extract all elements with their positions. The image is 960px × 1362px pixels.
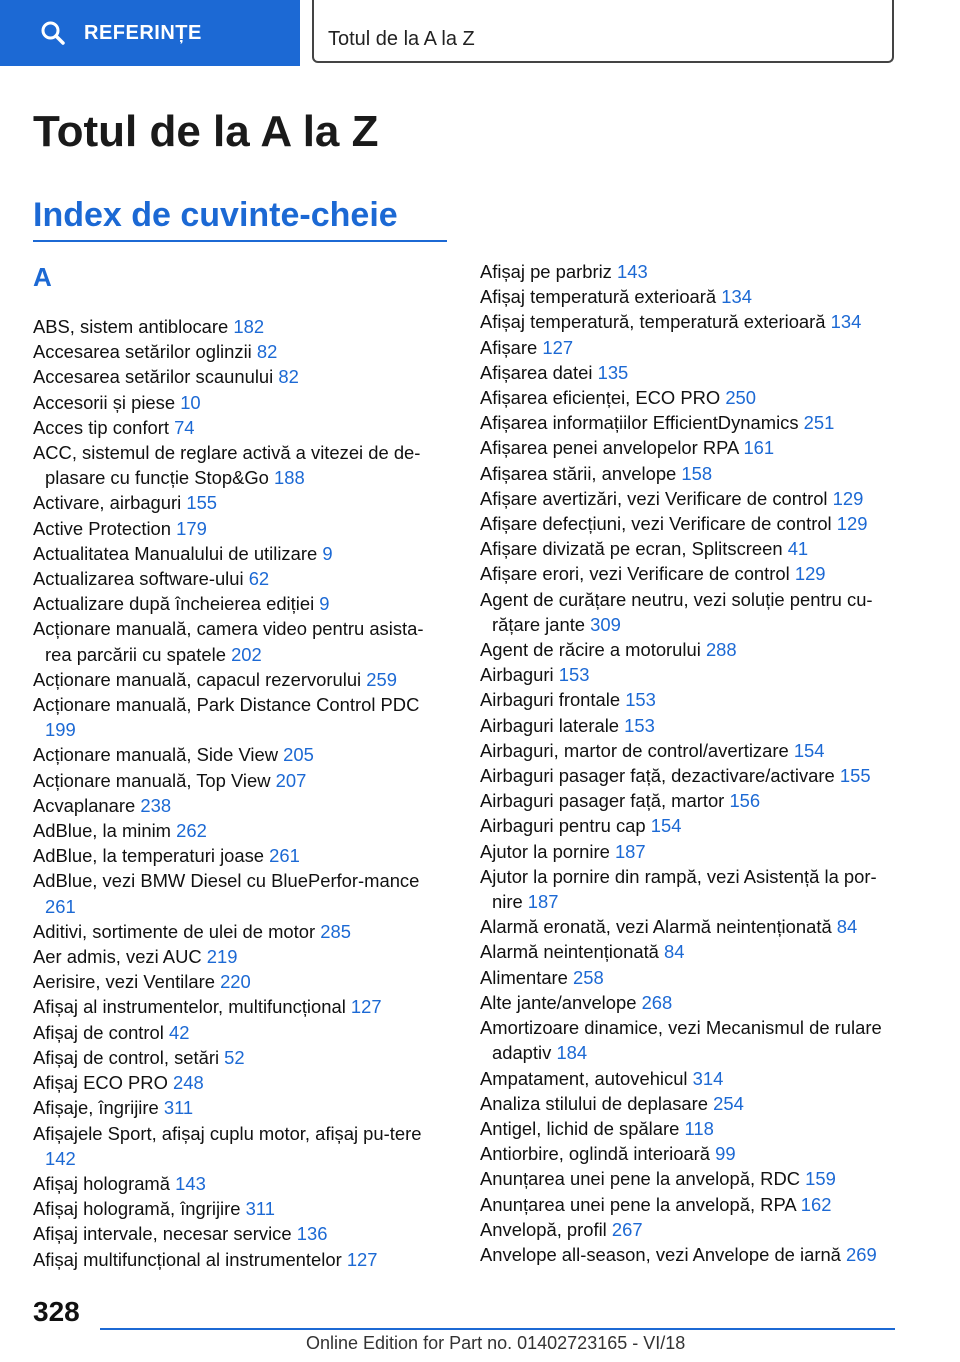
page-reference-link[interactable]: 10 <box>180 391 201 413</box>
page-reference-link[interactable]: 187 <box>527 891 559 913</box>
index-entry-term: Afișarea informațiilor EfficientDynamics <box>480 412 799 434</box>
page-reference-link[interactable]: 261 <box>45 895 76 917</box>
page-reference-link[interactable]: 142 <box>45 1147 76 1169</box>
index-entry <box>480 587 900 637</box>
index-entry <box>33 440 443 490</box>
index-entry-term: Alte jante/anvelope <box>480 991 637 1013</box>
page-reference-link[interactable]: 82 <box>256 341 278 363</box>
index-entry <box>33 667 443 692</box>
index-entry <box>33 1095 443 1120</box>
page-reference-link[interactable]: 9 <box>319 593 330 615</box>
footer-divider <box>100 1328 895 1330</box>
page-reference-link[interactable]: 261 <box>269 845 300 867</box>
index-entry-term: Acționare manuală, Side View <box>33 744 279 766</box>
index-entry <box>480 637 900 662</box>
page-reference-link[interactable]: 155 <box>186 492 218 514</box>
index-entry <box>33 516 443 541</box>
page-reference-link[interactable]: 254 <box>713 1092 744 1114</box>
index-entry-term: Acces tip confort <box>33 416 169 438</box>
page-reference-link[interactable]: 74 <box>174 416 195 438</box>
page-reference-link[interactable]: 118 <box>684 1117 714 1139</box>
page-reference-link[interactable]: 129 <box>832 487 864 509</box>
index-entry <box>33 793 443 818</box>
index-entry-term: Afișajele Sport, afișaj cuplu motor, afișaj pu‐tere <box>33 1122 422 1144</box>
index-entry <box>33 1221 443 1246</box>
index-entry-term: Actualizare după încheierea ediției <box>33 593 315 615</box>
page-reference-link[interactable]: 285 <box>320 920 351 942</box>
index-entry-term: Antiorbire, oglindă interioară <box>480 1143 711 1165</box>
page-reference-link[interactable]: 311 <box>245 1198 275 1220</box>
index-letter: A <box>33 262 52 292</box>
index-entry <box>480 839 900 864</box>
page-reference-link[interactable]: 311 <box>163 1097 194 1119</box>
index-entry <box>33 1070 443 1095</box>
index-entry <box>33 1020 443 1045</box>
index-entry <box>480 939 900 964</box>
index-entry-term: Actualitatea Manualului de utilizare <box>33 542 318 564</box>
index-entry <box>33 415 443 440</box>
index-entry <box>33 742 443 767</box>
page-reference-link[interactable]: 158 <box>681 462 713 484</box>
index-entry <box>33 364 443 389</box>
index-entry <box>33 566 443 591</box>
index-entry <box>33 1121 443 1171</box>
index-entry <box>480 713 900 738</box>
index-entry-term: Afișaj ECO PRO <box>33 1072 168 1094</box>
page-reference-link[interactable]: 259 <box>366 668 397 690</box>
index-entry-term: Acționare manuală, capacul rezervorului <box>33 668 362 690</box>
index-column-right <box>480 259 900 1267</box>
page-reference-link[interactable]: 179 <box>176 517 207 539</box>
section-divider <box>33 240 447 242</box>
page-reference-link[interactable]: 202 <box>231 643 262 665</box>
index-entry <box>33 490 443 515</box>
index-entry <box>480 763 900 788</box>
index-entry <box>480 461 900 486</box>
index-entry-term: AdBlue, vezi BMW Diesel cu BluePerfor‐mance <box>33 870 420 892</box>
index-entry-term: Aditivi, sortimente de ulei de motor <box>33 920 316 942</box>
index-entry-term: Ajutor la pornire din rampă, vezi Asistență la por‐nire <box>480 865 877 913</box>
index-entry <box>33 390 443 415</box>
page-reference-link[interactable]: 162 <box>800 1193 832 1215</box>
index-entry <box>33 541 443 566</box>
index-entry <box>480 1217 900 1242</box>
page-reference-link[interactable]: 129 <box>794 563 826 585</box>
index-entry <box>33 994 443 1019</box>
index-entry <box>480 360 900 385</box>
page-reference-link[interactable]: 153 <box>558 664 590 686</box>
index-entry <box>33 969 443 994</box>
index-entry <box>480 788 900 813</box>
index-entry <box>33 768 443 793</box>
edition-text: Online Edition for Part no. 01402723165 - VI/18 <box>306 1333 686 1353</box>
section-title: Index de cuvinte-cheie <box>33 196 398 234</box>
page-reference-link[interactable]: 199 <box>45 719 76 741</box>
references-tab-label: REFERINȚE <box>84 21 202 44</box>
index-entry-term: ACC, sistemul de reglare activă a vitezei de de‐plasare cu funcție Stop&Go <box>33 442 421 489</box>
page-reference-link[interactable]: 154 <box>793 739 825 761</box>
index-entry-term: Afișaj pe parbriz <box>480 261 612 282</box>
index-entry <box>480 813 900 838</box>
index-entry-term: Airbaguri pasager față, martor <box>480 790 725 812</box>
index-entry <box>480 1091 900 1116</box>
index-entry <box>480 990 900 1015</box>
page-reference-link[interactable]: 309 <box>590 613 621 635</box>
index-entry <box>33 868 443 918</box>
index-entry-term: Afișare divizată pe ecran, Splitscreen <box>480 538 783 560</box>
page-reference-link[interactable]: 258 <box>573 966 604 988</box>
index-entry <box>480 1192 900 1217</box>
index-entry-term: Ajutor la pornire <box>480 840 610 862</box>
index-entry-term: Anunțarea unei pene la anvelopă, RDC <box>480 1168 801 1190</box>
page-reference-link[interactable]: 314 <box>692 1067 724 1089</box>
index-entry-term: Afișaj temperatură exterioară <box>480 286 717 308</box>
page-reference-link[interactable]: 134 <box>830 311 862 333</box>
index-entry-term: Analiza stilului de deplasare <box>480 1092 708 1114</box>
index-entry-term: AdBlue, la minim <box>33 820 171 842</box>
page-reference-link[interactable]: 205 <box>283 744 314 766</box>
index-entry-term: Afișaj de control, setări <box>33 1046 220 1068</box>
page-reference-link[interactable]: 188 <box>274 467 305 489</box>
index-entry-term: Accesarea setărilor scaunului <box>33 366 274 388</box>
index-entry <box>480 385 900 410</box>
index-entry-term: Afișarea stării, anvelope <box>480 462 677 484</box>
index-entry <box>480 511 900 536</box>
index-entry-term: Aerisire, vezi Ventilare <box>33 971 215 993</box>
page-reference-link[interactable]: 84 <box>664 941 685 963</box>
index-entry-term: Afișaj hologramă <box>33 1172 170 1194</box>
index-column-left <box>33 314 443 1272</box>
index-entry <box>33 616 443 666</box>
page-reference-link[interactable]: 238 <box>140 794 172 816</box>
page-reference-link[interactable]: 134 <box>721 286 752 308</box>
page-reference-link[interactable]: 187 <box>614 840 646 862</box>
index-entry-term: Airbaguri, martor de control/avertizare <box>480 739 789 761</box>
index-entry <box>480 410 900 435</box>
index-entry-term: Afișaj temperatură, temperatură exterioară <box>480 311 826 333</box>
page-reference-link[interactable]: 52 <box>224 1046 245 1068</box>
index-entry-term: Activare, airbaguri <box>33 492 182 514</box>
page-reference-link[interactable]: 268 <box>641 991 673 1013</box>
index-entry-term: Afișaj multifuncțional al instrumentelor <box>33 1248 342 1270</box>
index-entry-term: Acvaplanare <box>33 794 136 816</box>
index-entry-term: Acționare manuală, Top View <box>33 769 271 791</box>
index-entry-term: Accesarea setărilor oglinzii <box>33 341 252 363</box>
page-reference-link[interactable]: 127 <box>350 996 382 1018</box>
index-entry-term: Agent de răcire a motorului <box>480 639 701 661</box>
index-entry-term: Actualizarea software-ului <box>33 568 244 590</box>
index-entry <box>480 536 900 561</box>
index-entry-term: Afișarea eficienței, ECO PRO <box>480 387 721 409</box>
index-entry <box>480 1015 900 1065</box>
index-entry-term: Anvelope all-season, vezi Anvelope de iarnă <box>480 1243 841 1265</box>
index-entry-term: Afișaj intervale, necesar service <box>33 1223 292 1245</box>
index-entry <box>480 335 900 360</box>
index-entry-term: Afișaj al instrumentelor, multifuncțional <box>33 996 346 1018</box>
index-entry-term: AdBlue, la temperaturi joase <box>33 845 265 867</box>
page-reference-link[interactable]: 182 <box>233 316 265 337</box>
index-entry-term: Anunțarea unei pene la anvelopă, RPA <box>480 1193 796 1215</box>
page-reference-link[interactable]: 129 <box>836 513 868 535</box>
index-entry <box>480 284 900 309</box>
page-reference-link[interactable]: 161 <box>743 437 775 459</box>
index-entry-term: Airbaguri frontale <box>480 689 621 711</box>
page-reference-link[interactable]: 219 <box>206 946 238 968</box>
index-entry-term: Afișaj hologramă, îngrijire <box>33 1198 241 1220</box>
index-entry <box>480 309 900 334</box>
page-reference-link[interactable]: 262 <box>176 820 207 842</box>
index-entry-term: Airbaguri pasager față, dezactivare/activare <box>480 765 835 787</box>
index-entry <box>33 1171 443 1196</box>
page-reference-link[interactable]: 288 <box>705 639 737 661</box>
index-entry <box>33 314 443 339</box>
page-reference-link[interactable]: 154 <box>650 815 682 837</box>
index-entry <box>480 1141 900 1166</box>
index-entry-term: Airbaguri laterale <box>480 714 620 736</box>
index-entry-term: Alimentare <box>480 966 568 988</box>
index-entry-term: Alarmă neintenționată <box>480 941 659 963</box>
page-reference-link[interactable]: 207 <box>275 769 307 791</box>
index-entry <box>480 1066 900 1091</box>
index-entry <box>480 864 900 914</box>
index-entry <box>33 692 443 742</box>
index-entry <box>33 818 443 843</box>
index-entry-term: Afișarea penei anvelopelor RPA <box>480 437 739 459</box>
index-entry <box>480 1116 900 1141</box>
page-reference-link[interactable]: 220 <box>220 971 251 993</box>
page-reference-link[interactable]: 267 <box>611 1218 643 1240</box>
page-number: 328 <box>33 1296 80 1327</box>
page-reference-link[interactable]: 82 <box>278 366 299 388</box>
index-entry-term: Afișare avertizări, vezi Verificare de control <box>480 487 828 509</box>
page-title: Totul de la A la Z <box>33 107 379 156</box>
index-entry-term: ABS, sistem antiblocare <box>33 316 229 337</box>
page-reference-link[interactable]: 248 <box>173 1072 204 1094</box>
page-reference-link[interactable]: 127 <box>346 1248 378 1270</box>
index-entry-term: Afișare defecțiuni, vezi Verificare de control <box>480 513 832 535</box>
index-entry-term: Active Protection <box>33 517 171 539</box>
index-entry <box>33 1247 443 1272</box>
index-entry <box>480 435 900 460</box>
index-entry <box>480 486 900 511</box>
index-entry <box>33 944 443 969</box>
index-entry-term: Afișarea datei <box>480 361 593 383</box>
page-reference-link[interactable]: 155 <box>839 765 871 787</box>
index-entry <box>33 591 443 616</box>
index-entry <box>480 914 900 939</box>
page-reference-link[interactable]: 41 <box>787 538 809 560</box>
index-entry <box>33 1045 443 1070</box>
index-entry-term: Afișare erori, vezi Verificare de control <box>480 563 790 585</box>
page-reference-link[interactable]: 62 <box>248 568 270 590</box>
index-entry <box>480 687 900 712</box>
page-reference-link[interactable]: 143 <box>617 261 648 282</box>
index-entry-term: Afișaje, îngrijire <box>33 1097 159 1119</box>
index-entry-term: Amortizoare dinamice, vezi Mecanismul de rulare adaptiv <box>480 1017 882 1064</box>
page-reference-link[interactable]: 135 <box>597 361 629 383</box>
index-entry <box>480 738 900 763</box>
index-entry-term: Acționare manuală, Park Distance Control PDC <box>33 694 420 716</box>
index-entry <box>480 1166 900 1191</box>
index-entry-term: Airbaguri <box>480 664 554 686</box>
search-icon <box>40 20 66 46</box>
index-entry-term: Ampatament, autovehicul <box>480 1067 688 1089</box>
page-reference-link[interactable]: 250 <box>725 387 757 409</box>
index-entry-term: Airbaguri pentru cap <box>480 815 646 837</box>
index-entry-term: Acționare manuală, camera video pentru asista‐rea parcării cu spatele <box>33 618 424 665</box>
index-entry-term: Accesorii și piese <box>33 391 176 413</box>
index-entry <box>480 662 900 687</box>
section-path-box <box>312 0 894 63</box>
index-entry-term: Agent de curățare neutru, vezi soluție pentru cu‐rățare jante <box>480 588 873 635</box>
index-entry <box>33 1196 443 1221</box>
page-reference-link[interactable]: 99 <box>715 1143 736 1165</box>
index-entry <box>33 843 443 868</box>
index-entry-term: Alarmă eronată, vezi Alarmă neintenționată <box>480 916 832 938</box>
page-reference-link[interactable]: 127 <box>542 336 574 358</box>
section-path: Totul de la A la Z <box>328 28 475 50</box>
index-entry <box>480 259 900 284</box>
page-reference-link[interactable]: 153 <box>625 689 656 711</box>
index-entry-term: Afișaj de control <box>33 1021 164 1043</box>
page-reference-link[interactable]: 156 <box>729 790 761 812</box>
page-reference-link[interactable]: 136 <box>296 1223 328 1245</box>
index-entry-term: Aer admis, vezi AUC <box>33 946 202 968</box>
index-entry <box>33 919 443 944</box>
index-entry-term: Anvelopă, profil <box>480 1218 607 1240</box>
index-entry <box>33 339 443 364</box>
index-entry <box>480 561 900 586</box>
page-reference-link[interactable]: 84 <box>836 916 858 938</box>
page-reference-link[interactable]: 143 <box>175 1172 206 1194</box>
page-reference-link[interactable]: 42 <box>168 1021 190 1043</box>
index-entry <box>480 1242 900 1267</box>
page-reference-link[interactable]: 9 <box>322 542 333 564</box>
page-reference-link[interactable]: 153 <box>624 714 655 736</box>
page-reference-link[interactable]: 184 <box>556 1042 588 1064</box>
page-reference-link[interactable]: 159 <box>805 1168 836 1190</box>
index-entry-term: Antigel, lichid de spălare <box>480 1117 680 1139</box>
index-entry-term: Afișare <box>480 336 538 358</box>
index-entry <box>480 965 900 990</box>
page-reference-link[interactable]: 269 <box>846 1243 877 1265</box>
page-reference-link[interactable]: 251 <box>803 412 835 434</box>
references-tab[interactable] <box>0 0 300 66</box>
